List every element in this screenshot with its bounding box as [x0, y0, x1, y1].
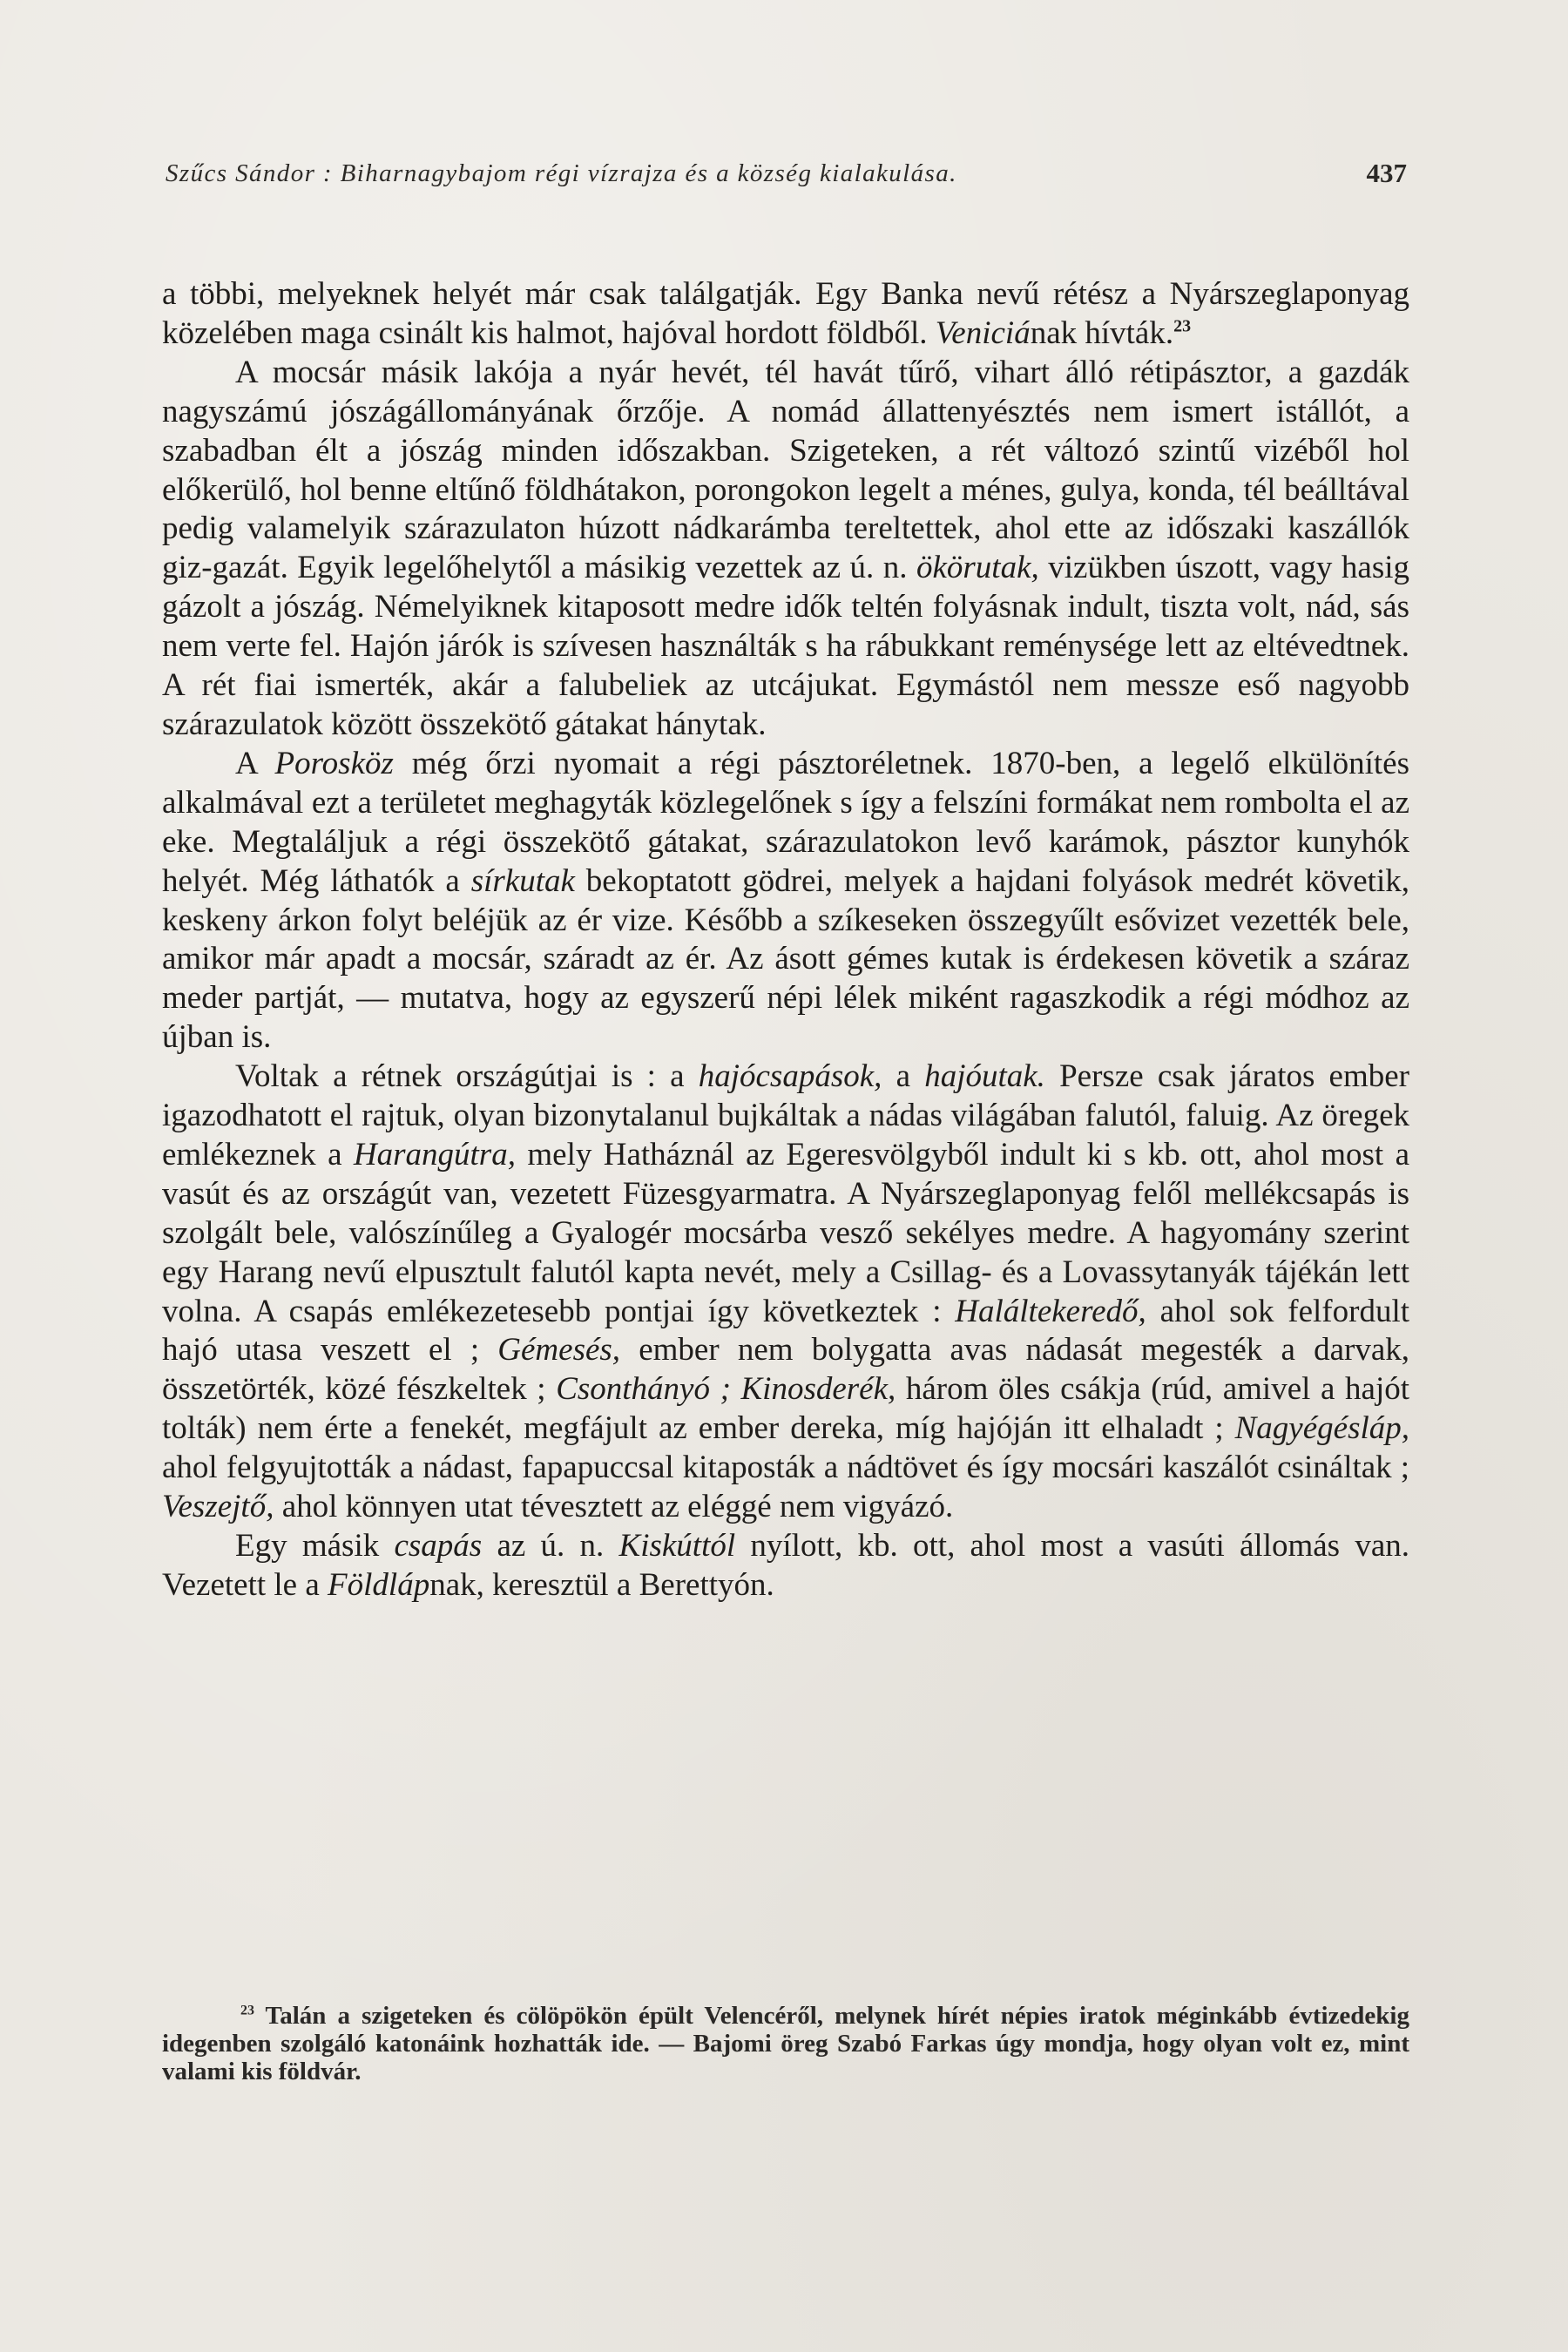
italic-run: hajóutak. [924, 1058, 1045, 1095]
text-run: Egy másik [235, 1528, 395, 1564]
italic-run: Porosköz [274, 745, 394, 781]
italic-run: Nagyégésláp, [1234, 1410, 1409, 1447]
footnote [162, 2002, 1409, 2085]
text-run: nyílott, kb. ott, ahol most a vasúti állomás van. Vezetett le a [162, 1528, 1409, 1603]
paragraph [162, 1058, 1409, 1527]
text-run: ahol felgyujtották a nádast, fapapuccsal kitaposták a nádtövet és így mocsári kaszálót csináltak ; [162, 1450, 1409, 1486]
italic-run: Csonthányó ; Kinosderék, [556, 1371, 896, 1408]
italic-run: Földláp [328, 1566, 430, 1603]
text-run: ahol könnyen utat tévesztett az eléggé nem vigyázó. [274, 1489, 954, 1525]
italic-run: Veniciá [935, 314, 1031, 351]
paragraph [162, 1527, 1409, 1605]
text-run: az ú. n. [482, 1528, 619, 1564]
footnote-marker: 23 [240, 2003, 254, 2018]
body-text [162, 275, 1409, 1605]
text-run: bekoptatott gödrei, melyek a hajdani folyások medrét követik, keskeny árkon folyt beléjük az ér vize. Később a szíkeseken összegyűlt esővizet vezették bele, amikor már apadt a mocsár, száradt az ér. Az ásott gémes kutak is érdekesen követik a száraz meder partját, — mutatva, hogy az egyszerű népi lélek miként ragaszkodik a régi módhoz az újban is. [162, 862, 1409, 1056]
italic-run: Veszejtő, [162, 1489, 274, 1525]
text-run: a [882, 1058, 925, 1095]
text-run: A mocsár másik lakója a nyár hevét, tél havát tűrő, vihart álló rétipásztor, a gazdák nagyszámú jószágállományának őrzője. A nomád állattenyésztés nem ismert istállót, a szabadban élt a jószág minden időszakban. Szigeteken, a rét változó szintű vizéből hol előkerülő, hol benne eltűnő földhátakon, porongokon legelt a ménes, gulya, konda, tél beálltával pedig valamelyik szárazulaton húzott nádkarámba tereltettek, ahol ette az időszaki kaszállók giz-gazát. Egyik legelőhelytől a másikig vezettek az ú. n. [162, 354, 1409, 586]
italic-run: hajócsapások, [698, 1058, 882, 1095]
text-run: vizükben úszott, vagy hasig gázolt a jószág. Némelyiknek kitaposott medre idők teltén folyásnak indult, tiszta volt, nád, sás nem verte fel. Hajón járók is szívesen használták s ha rábukkant reménysége lett az eltévedtnek. A rét fiai ismerték, akár a falubeliek az utcájukat. Egymástól nem messze eső nagyobb szárazulatok között összekötő gátakat hánytak. [162, 550, 1409, 742]
italic-run: Haláltekeredő, [955, 1293, 1146, 1329]
text-run: a többi, melyeknek helyét már csak találgatják. Egy Banka nevű rétész a Nyárszeglaponyag közelében maga csinált kis halmot, hajóval hordott földből. [162, 276, 1409, 351]
text-run: még őrzi nyomait a régi pásztoréletnek. 1870-ben, a legelő elkülönítés alkalmával ezt a területet meghagyták közlegelőnek s így a felszíni formákat nem rombolta el az eke. Megtaláljuk a régi összekötő gátakat, szárazulatokon levő karámok, pásztor kunyhók helyét. Még láthatók a [162, 745, 1409, 899]
italic-run: sírkutak [470, 862, 575, 899]
text-run: három öles csákja (rúd, amivel a hajót tolták) nem érte a fenekét, megfájult az ember dereka, míg hajóján itt elhaladt ; [162, 1371, 1409, 1447]
text-run: ahol sok felfordult hajó utasa veszett el ; [162, 1293, 1410, 1369]
italic-run: csapás [394, 1528, 483, 1564]
italic-run: Kiskúttól [618, 1528, 736, 1564]
running-head [166, 159, 1407, 198]
footnote-paragraph [162, 2002, 1409, 2085]
footnote-text: Talán a szigeteken és cölöpökön épült Velencéről, melynek hírét népies iratok méginkább évtizedekig idegenben szolgáló katonáink hozhatták ide. — Bajomi öreg Szabó Farkas úgy mondja, hogy olyan volt ez, mint valami kis földvár. [162, 2002, 1409, 2085]
text-run: ember nem bolygatta avas nádasát megesték a darvak, összetörték, közé fészkeltek ; [162, 1332, 1409, 1408]
text-run: Persze csak járatos ember igazodhatott el rajtuk, olyan bizonytalanul bujkáltak a nádas világában falutól, faluig. Az öregek emlékeznek a [162, 1058, 1409, 1173]
italic-run: Gémesés, [497, 1332, 621, 1369]
italic-run: ökörutak, [916, 550, 1039, 586]
text-run: nak hívták. [1030, 314, 1174, 351]
running-title: Szűcs Sándor : Biharnagybajom régi vízrajza és a község kialakulása. [166, 159, 957, 187]
paragraph [162, 745, 1409, 1058]
text-run: mely Hatháznál az Egeresvölgyből indult ki s kb. ott, ahol most a vasút és az országút van, vezetett Füzesgyarmatra. A Nyárszeglaponyag felől mellékcsapás is szolgált bele, valószínűleg a Gyalogér mocsárba vesző sekélyes medre. A hagyomány szerint egy Harang nevű elpusztult falutól kapta nevét, mely a Csillag- és a Lovassytanyák tájékán lett volna. A csapás emlékezetesebb pontjai így következtek : [162, 1136, 1409, 1329]
paragraph [162, 275, 1409, 354]
text-run: Voltak a rétnek országútjai is : a [235, 1058, 699, 1095]
italic-run: Harangútra, [353, 1136, 516, 1173]
text-run: nak, keresztül a Berettyón. [429, 1566, 774, 1603]
text-run: A [235, 745, 275, 781]
paragraph [162, 354, 1409, 745]
footnote-reference: 23 [1173, 316, 1192, 336]
page-number: 437 [1366, 158, 1407, 188]
